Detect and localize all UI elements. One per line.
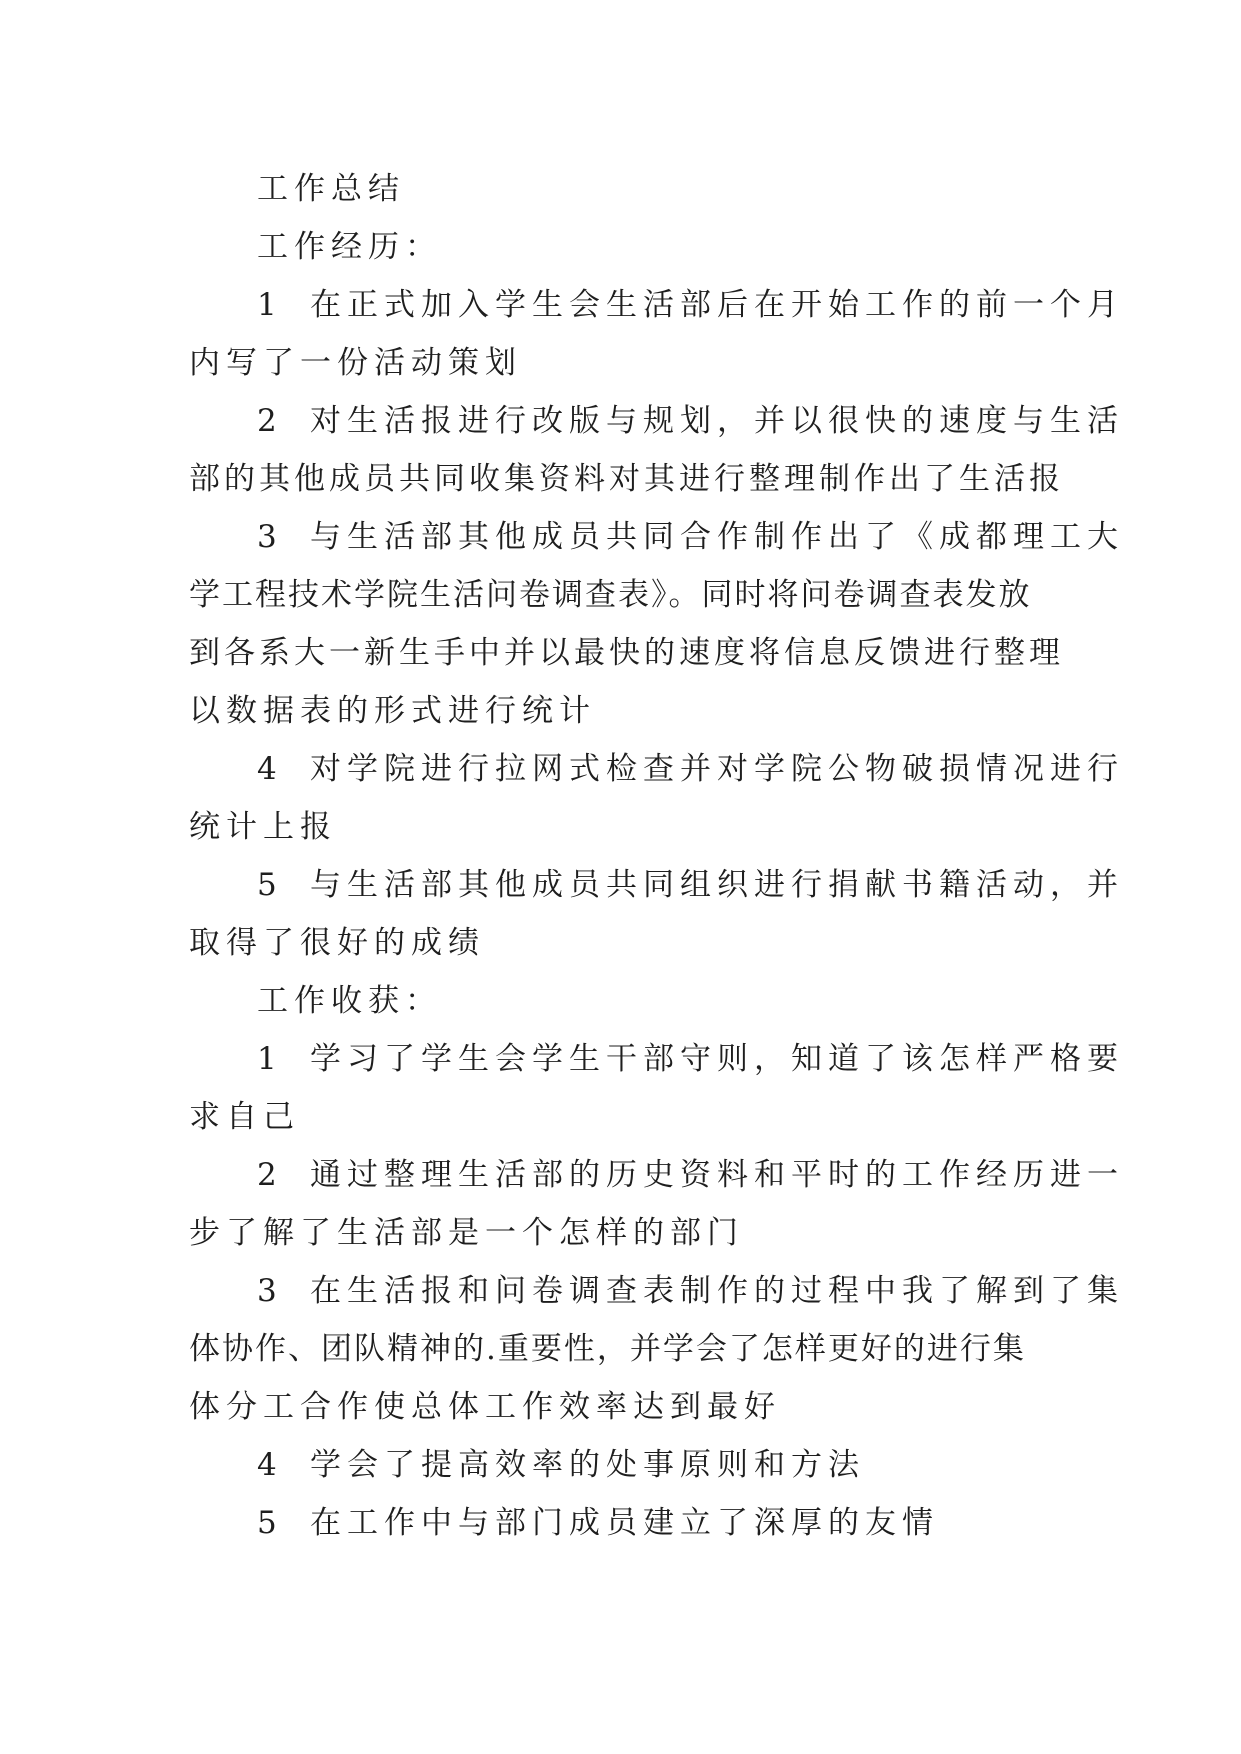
gains-item-number: 2 <box>257 1157 277 1193</box>
gains-item-number: 1 <box>257 1041 277 1077</box>
experience-item-5-line-1 <box>189 856 1124 914</box>
experience-item-1-line-1 <box>189 276 1124 334</box>
experience-item-number: 3 <box>257 519 277 555</box>
gains-item-number: 5 <box>257 1505 277 1541</box>
gains-item-2-line-1 <box>189 1146 1124 1204</box>
gains-item-3-line-1 <box>189 1262 1124 1320</box>
experience-item-number: 4 <box>257 751 277 787</box>
gains-item-1-line-2: 求自己 <box>189 1099 300 1135</box>
experience-item-3-line-3: 到各系大一新生手中并以最快的速度将信息反馈进行整理 <box>189 635 1064 671</box>
gains-item-number: 4 <box>257 1447 277 1483</box>
experience-heading: 工作经历： <box>257 229 442 265</box>
gains-item-1-line-1 <box>189 1030 1124 1088</box>
experience-item-4-line-2: 统计上报 <box>189 809 337 845</box>
gains-item-5-line-1 <box>189 1494 1051 1552</box>
experience-item-text: 在正式加入学生会生活部后在开始工作的前一个月 <box>310 287 1124 323</box>
gains-heading: 工作收获： <box>257 983 442 1019</box>
experience-item-3-line-2: 学工程技术学院生活问卷调查表》。同时将问卷调查表发放 <box>189 577 1032 613</box>
experience-item-text: 与生活部其他成员共同合作制作出了《成都理工大 <box>310 519 1124 555</box>
experience-item-text: 对生活报进行改版与规划，并以很快的速度与生活 <box>310 403 1124 439</box>
gains-item-4-line-1 <box>189 1436 1051 1494</box>
experience-item-4-line-1 <box>189 740 1124 798</box>
document-title: 工作总结 <box>257 171 405 207</box>
gains-item-3-line-3: 体分工合作使总体工作效率达到最好 <box>189 1389 781 1425</box>
experience-item-1-line-2: 内写了一份活动策划 <box>189 345 522 381</box>
gains-item-3-line-2: 体协作、团队精神的.重要性，并学会了怎样更好的进行集 <box>189 1331 1026 1367</box>
experience-item-number: 2 <box>257 403 277 439</box>
gains-item-text: 在生活报和问卷调查表制作的过程中我了解到了集 <box>310 1273 1124 1309</box>
gains-item-text: 学习了学生会学生干部守则，知道了该怎样严格要 <box>310 1041 1124 1077</box>
gains-item-text: 通过整理生活部的历史资料和平时的工作经历进一 <box>310 1157 1124 1193</box>
experience-item-text: 与生活部其他成员共同组织进行捐献书籍活动，并 <box>310 867 1124 903</box>
experience-item-2-line-2: 部的其他成员共同收集资料对其进行整理制作出了生活报 <box>189 461 1064 497</box>
experience-item-3-line-4: 以数据表的形式进行统计 <box>189 693 596 729</box>
document-body <box>189 160 1124 1552</box>
experience-item-text: 对学院进行拉网式检查并对学院公物破损情况进行 <box>310 751 1124 787</box>
experience-item-5-line-2: 取得了很好的成绩 <box>189 925 485 961</box>
experience-item-2-line-1 <box>189 392 1124 450</box>
gains-item-text: 在工作中与部门成员建立了深厚的友情 <box>310 1505 939 1541</box>
gains-item-number: 3 <box>257 1273 277 1309</box>
gains-item-2-line-2: 步了解了生活部是一个怎样的部门 <box>189 1215 744 1251</box>
experience-item-3-line-1 <box>189 508 1124 566</box>
experience-item-number: 5 <box>257 867 277 903</box>
experience-item-number: 1 <box>257 287 277 323</box>
gains-item-text: 学会了提高效率的处事原则和方法 <box>310 1447 865 1483</box>
